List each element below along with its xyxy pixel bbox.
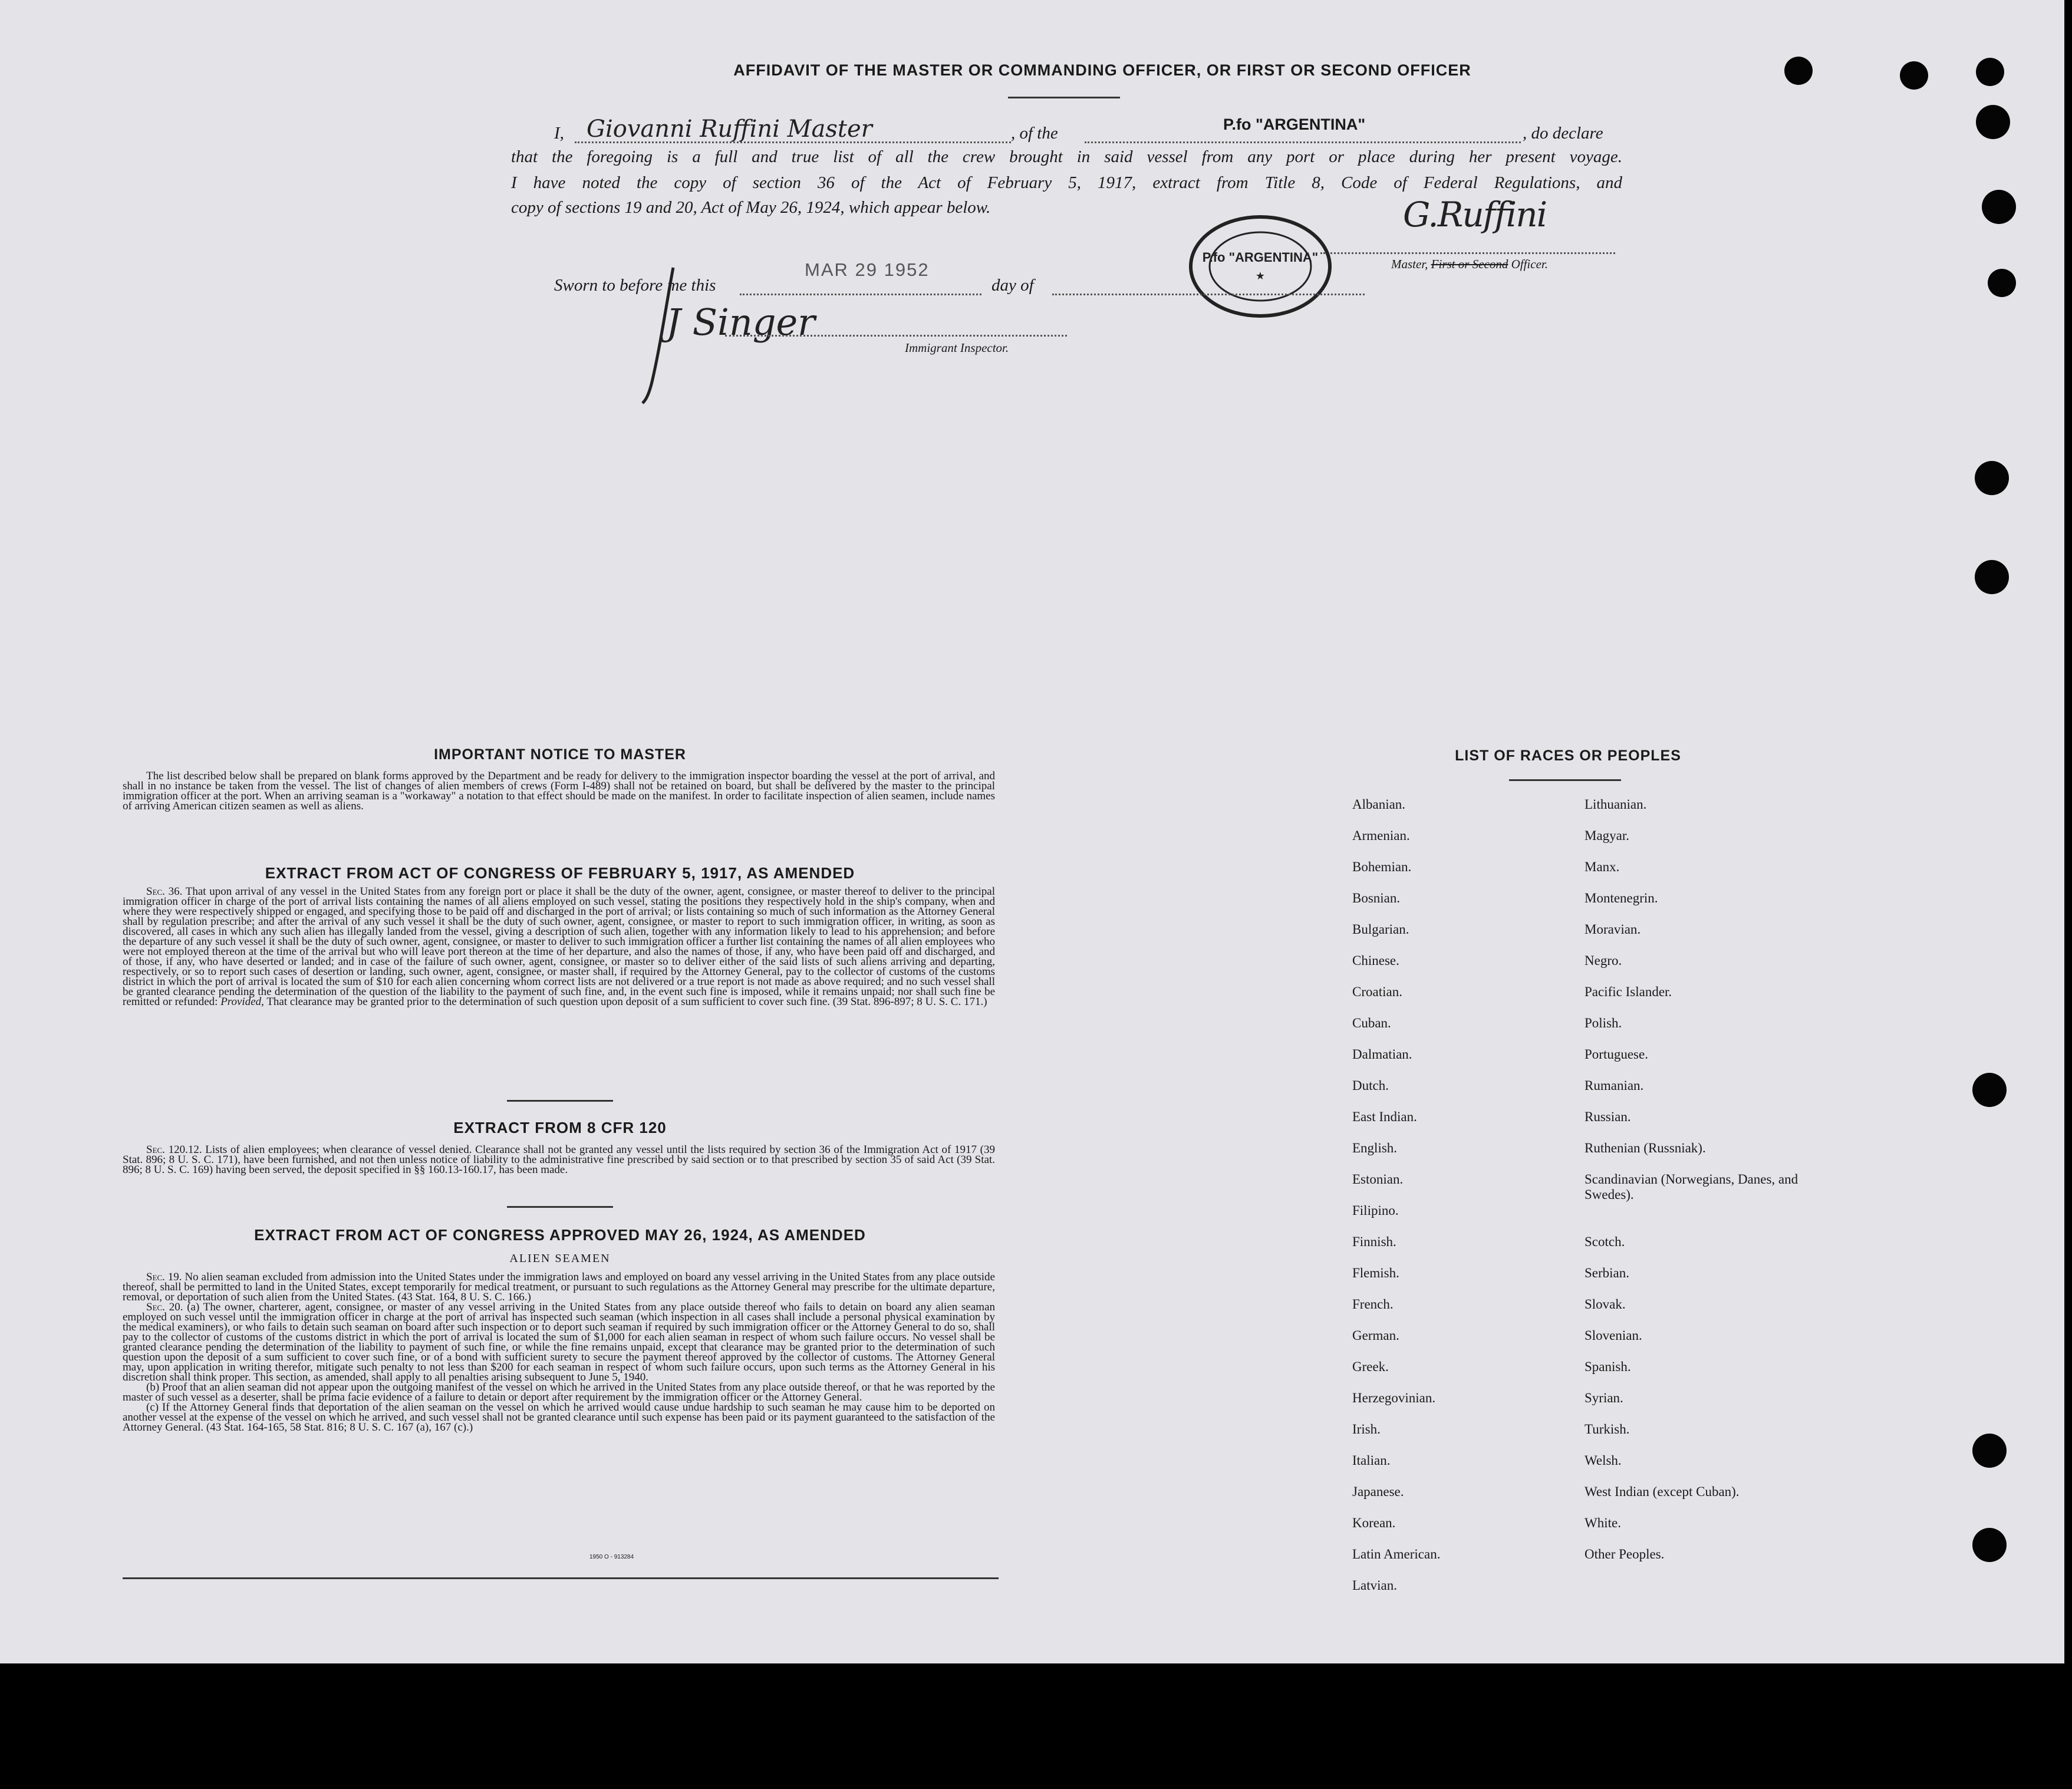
binder-hole xyxy=(1976,105,2010,139)
race-item: Latin American. xyxy=(1352,1547,1441,1561)
master-label-prefix: Master, xyxy=(1391,257,1428,271)
race-item: Ruthenian (Russniak). xyxy=(1585,1141,1706,1155)
race-item: Chinese. xyxy=(1352,953,1399,968)
race-item: Armenian. xyxy=(1352,828,1410,843)
date-stamp: MAR 29 1952 xyxy=(805,259,930,280)
race-item: Cuban. xyxy=(1352,1016,1391,1030)
binder-hole xyxy=(1972,1073,2007,1107)
svg-text:★: ★ xyxy=(1255,270,1266,282)
of-the-text: , of the xyxy=(1011,124,1058,143)
race-item: Rumanian. xyxy=(1585,1078,1644,1093)
race-item: Turkish. xyxy=(1585,1422,1630,1437)
race-item: Lithuanian. xyxy=(1585,797,1647,812)
race-item: Magyar. xyxy=(1585,828,1630,843)
race-item: Japanese. xyxy=(1352,1484,1404,1499)
race-item: Moravian. xyxy=(1585,922,1641,937)
provided-word: Provided, xyxy=(220,996,264,1008)
race-item: Korean. xyxy=(1352,1515,1396,1530)
race-item: Scandinavian (Norwegians, Danes, and Swedes). xyxy=(1585,1172,1798,1202)
sec20-label: Sec. 20. xyxy=(146,1301,183,1313)
affidavit-line-3: I have noted the copy of section 36 of the Act of February 5, 1917, extract from Title 8, Code of Federal Regulations, and xyxy=(511,173,1622,192)
sec19-label: Sec. 19. xyxy=(146,1271,182,1283)
affidavit-line-2: that the foregoing is a full and true list of all the crew brought in said vessel from any port or place during her present voyage. xyxy=(511,147,1622,166)
extract-1924-body xyxy=(123,1272,995,1432)
affidavit-title: AFFIDAVIT OF THE MASTER OR COMMANDING OFFICER, OR FIRST OR SECOND OFFICER xyxy=(733,61,1471,79)
bottom-rule xyxy=(123,1577,999,1579)
race-item: Bohemian. xyxy=(1352,859,1412,874)
races-title-rule xyxy=(1509,779,1621,781)
master-label-suffix: Officer. xyxy=(1511,257,1548,271)
race-item: Bulgarian. xyxy=(1352,922,1409,937)
seal-inner-text: P.fo "ARGENTINA" xyxy=(1202,250,1319,265)
race-item: Negro. xyxy=(1585,953,1622,968)
race-item: Serbian. xyxy=(1585,1266,1630,1280)
cfr-sec-label: Sec. 120.12. xyxy=(146,1144,202,1156)
binder-hole xyxy=(1900,61,1928,90)
race-item: Irish. xyxy=(1352,1422,1381,1437)
binder-hole xyxy=(1975,461,2009,495)
vessel-line xyxy=(1085,141,1521,143)
race-item: Russian. xyxy=(1585,1109,1631,1124)
race-item: Other Peoples. xyxy=(1585,1547,1665,1561)
vessel-name: P.fo "ARGENTINA" xyxy=(1223,116,1366,133)
race-item: Scotch. xyxy=(1585,1234,1625,1249)
binder-hole xyxy=(1784,57,1813,85)
race-item: Slovak. xyxy=(1585,1297,1626,1312)
sworn-date-line xyxy=(740,294,981,295)
races-title: LIST OF RACES OR PEOPLES xyxy=(1455,747,1681,764)
master-signature: G.Ruffini xyxy=(1403,195,1547,235)
race-item: Welsh. xyxy=(1585,1453,1622,1468)
race-item: Portuguese. xyxy=(1585,1047,1648,1062)
sec20a-text: (a) The owner, charterer, agent, consignee, or master of any vessel arriving in the United States from any place outside thereof who fails to detain on board any alien seaman employed on such vessel until the immigration officer in charge at the port of arrival has inspected such seaman (which inspection in all cases shall include a personal physical examination by the medical examiners), or who fails to detain such seaman on board after such inspection or to deport such seaman if required by such immigration officer or the Attorney General to do so, shall pay to the collector of customs of the customs district in which the port of arrival is located the sum of $1,000 for each alien seaman in respect of whom such failure occurs. No vessel shall be granted clearance pending the determination of the liability to payment of such fine, or while the fine remains unpaid, except that clearance may be granted prior to the determination of such question upon the deposit of a sum sufficient to cover such fine, or of a bond with sufficient surety to secure the payment thereof approved by the collector of customs. The Attorney General may, upon application in writing therefor, mitigate such penalty to not less than $200 for each seaman in respect of whom such failure occurs, upon such terms as the Attorney General in his discretion shall think proper. This section, as amended, shall apply to all penalties arising subsequent to June 5, 1940. xyxy=(123,1301,995,1383)
race-item: Slovenian. xyxy=(1585,1328,1642,1343)
master-signature-line xyxy=(1320,252,1615,254)
race-item: Manx. xyxy=(1585,859,1620,874)
race-item: Polish. xyxy=(1585,1016,1622,1030)
race-item: Flemish. xyxy=(1352,1266,1399,1280)
master-label xyxy=(1391,257,1548,272)
race-item: White. xyxy=(1585,1515,1621,1530)
affidavit-line-4: copy of sections 19 and 20, Act of May 26, 1924, which appear below. xyxy=(511,198,991,217)
section-divider xyxy=(507,1100,613,1102)
race-item: Spanish. xyxy=(1585,1359,1631,1374)
inspector-line xyxy=(725,335,1067,337)
declarant-line xyxy=(575,141,1011,143)
extract-1917-body xyxy=(123,887,995,1007)
race-item: Pacific Islander. xyxy=(1585,984,1672,999)
declarant-handwritten: Giovanni Ruffini Master xyxy=(587,116,872,143)
section-divider xyxy=(507,1206,613,1208)
notice-text: The list described below shall be prepared on blank forms approved by the Department and be ready for delivery to the immigration inspector boarding the vessel at the port of arrival, and shall in no instance be taken from the vessel. The list of changes of alien members of crews (Form I-489) shall not be retained on board, but shall be delivered by the master to the principal immigration officer at the port. When an arriving seaman is a "workaway" a notation to that effect should be made on the manifest. In order to facilitate inspection of alien seamen, include names of arriving American citizen seamen as well as aliens. xyxy=(123,770,995,812)
race-item: Syrian. xyxy=(1585,1391,1623,1405)
cfr-text: Lists of alien employees; when clearance of vessel denied. Clearance shall not be granted any vessel until the lists required by section 36 of the Immigration Act of 1917 (39 Stat. 896; 8 U. S. C. 171), have been furnished, and not then unless notice of liability to the administrative fine prescribed by said section or to that prescribed by section 35 of said Act (39 Stat. 896; 8 U. S. C. 169) having been served, the deposit specified in §§ 160.13-160.17, has been made. xyxy=(123,1144,995,1176)
race-item: East Indian. xyxy=(1352,1109,1417,1124)
declarant-prefix: I, xyxy=(554,124,564,143)
sec19-text: No alien seaman excluded from admission into the United States under the immigration laws and employed on board any vessel arriving in the United States from any place outside thereof, shall be permitted to land in the United States, except temporarily for medical treatment, or pursuant to such regulations as the Attorney General may prescribe for the ultimate departure, removal, or deportation of such alien from the United States. (43 Stat. 164, 8 U. S. C. 166.) xyxy=(123,1271,995,1303)
race-item: Finnish. xyxy=(1352,1234,1396,1249)
binder-hole xyxy=(1972,1434,2007,1468)
day-of-line xyxy=(1052,294,1365,295)
race-item: Herzegovinian. xyxy=(1352,1391,1436,1405)
race-item: Filipino. xyxy=(1352,1203,1399,1218)
race-item: Montenegrin. xyxy=(1585,891,1658,905)
sec20b-text: (b) Proof that an alien seaman did not appear upon the outgoing manifest of the vessel on which he arrived in the United States from any place outside thereof, or that he was reported by the master of such vessel as a deserter, shall be prima facie evidence of a failure to detain or deport after requirement by the immigration officer or the Attorney General. xyxy=(123,1381,995,1403)
inspector-signature: J Singer xyxy=(666,301,815,344)
race-item: Dutch. xyxy=(1352,1078,1389,1093)
print-code: 1950 O - 913284 xyxy=(589,1554,634,1560)
sworn-prefix: Sworn to before me this xyxy=(554,276,716,295)
inspector-label: Immigrant Inspector. xyxy=(905,341,1009,355)
sec36-text: That upon arrival of any vessel in the United States from any foreign port or place it shall be the duty of the owner, agent, consignee, or master thereof to deliver to the principal immigration officer in charge of the port of arrival lists containing the names of all aliens employed on such vessel, stating the positions they respectively hold in the ship's company, when and where they were respectively shipped or engaged, and specifying those to be paid off and discharged in the port of arrival; or lists containing so much of such information as the Attorney General shall by regulation prescribe; and after the arrival of any such vessel it shall be the duty of such owner, agent, consignee, or master to report to such immigration officer, in writing, as soon as discovered, all cases in which any such alien has illegally landed from the vessel, giving a description of such alien, together with any information likely to lead to his apprehension; and before the departure of any such vessel it shall be the duty of such owner, agent, consignee, or master to deliver to such immigration officer a further list containing the names of all alien employees who were not employed thereon at the time of the arrival but who will leave port thereon at the time of her departure, and also the names of those, if any, who have been paid off and discharged, and of those, if any, who have deserted or landed; and in case of the failure of such owner, agent, consignee, or master so to deliver either of the said lists of such aliens arriving and departing, respectively, or so to report such cases of desertion or landing, such owner, agent, consignee, or master shall, if required by the Attorney General, pay to the collector of customs of the customs district in which the port of arrival is located the sum of $10 for each alien concerning whom correct lists are not delivered or a true report is not made as above required; and no such vessel shall be granted clearance pending the determination of the question of the liability to the payment of such fine, and, in the event such fine is imposed, while it remains unpaid; nor shall such fine be remitted or refunded: xyxy=(123,885,995,1008)
sec36-tail: That clearance may be granted prior to the determination of such question upon deposit of a sum sufficient to cover such fine. (39 Stat. 896-897; 8 U. S. C. 171.) xyxy=(266,996,987,1008)
extract-cfr-body xyxy=(123,1145,995,1175)
ship-seal xyxy=(1184,213,1337,319)
extract-cfr-title: EXTRACT FROM 8 CFR 120 xyxy=(453,1119,667,1136)
race-item: Albanian. xyxy=(1352,797,1406,812)
extract-1924-title: EXTRACT FROM ACT OF CONGRESS APPROVED MAY 26, 1924, AS AMENDED xyxy=(254,1226,866,1244)
binder-hole xyxy=(1988,269,2016,297)
do-declare-text: , do declare xyxy=(1523,124,1603,143)
race-item: Estonian. xyxy=(1352,1172,1404,1187)
title-rule xyxy=(1008,97,1120,98)
master-label-struck: First or Second xyxy=(1431,257,1508,271)
race-item: Bosnian. xyxy=(1352,891,1401,905)
race-item: Dalmatian. xyxy=(1352,1047,1412,1062)
binder-hole xyxy=(1972,1528,2007,1562)
race-item: English. xyxy=(1352,1141,1398,1155)
race-item: Greek. xyxy=(1352,1359,1389,1374)
notice-title: IMPORTANT NOTICE TO MASTER xyxy=(434,746,686,763)
sec36-label: Sec. 36. xyxy=(146,885,183,898)
notice-body xyxy=(123,771,995,811)
race-item: Italian. xyxy=(1352,1453,1391,1468)
binder-hole xyxy=(1975,560,2009,594)
extract-1917-title: EXTRACT FROM ACT OF CONGRESS OF FEBRUARY 5, 1917, AS AMENDED xyxy=(265,864,855,882)
day-of-text: day of xyxy=(991,276,1034,295)
race-item: Croatian. xyxy=(1352,984,1402,999)
binder-hole xyxy=(1982,190,2016,224)
alien-seamen-subtitle: ALIEN SEAMEN xyxy=(509,1252,611,1265)
race-item: French. xyxy=(1352,1297,1394,1312)
sec20c-text: (c) If the Attorney General finds that deportation of the alien seaman on the vessel on which he arrived would cause undue hardship to such seaman he may cause him to be deported on another vessel at the expense of the vessel on which he arrived, and such vessel shall not be granted clearance until such expense has been paid or its payment guaranteed to the satisfaction of the Attorney General. (43 Stat. 164-165, 58 Stat. 816; 8 U. S. C. 167 (a), 167 (c).) xyxy=(123,1401,995,1434)
race-item: Latvian. xyxy=(1352,1578,1397,1593)
race-item: German. xyxy=(1352,1328,1399,1343)
race-item: West Indian (except Cuban). xyxy=(1585,1484,1740,1499)
binder-hole xyxy=(1976,58,2004,86)
